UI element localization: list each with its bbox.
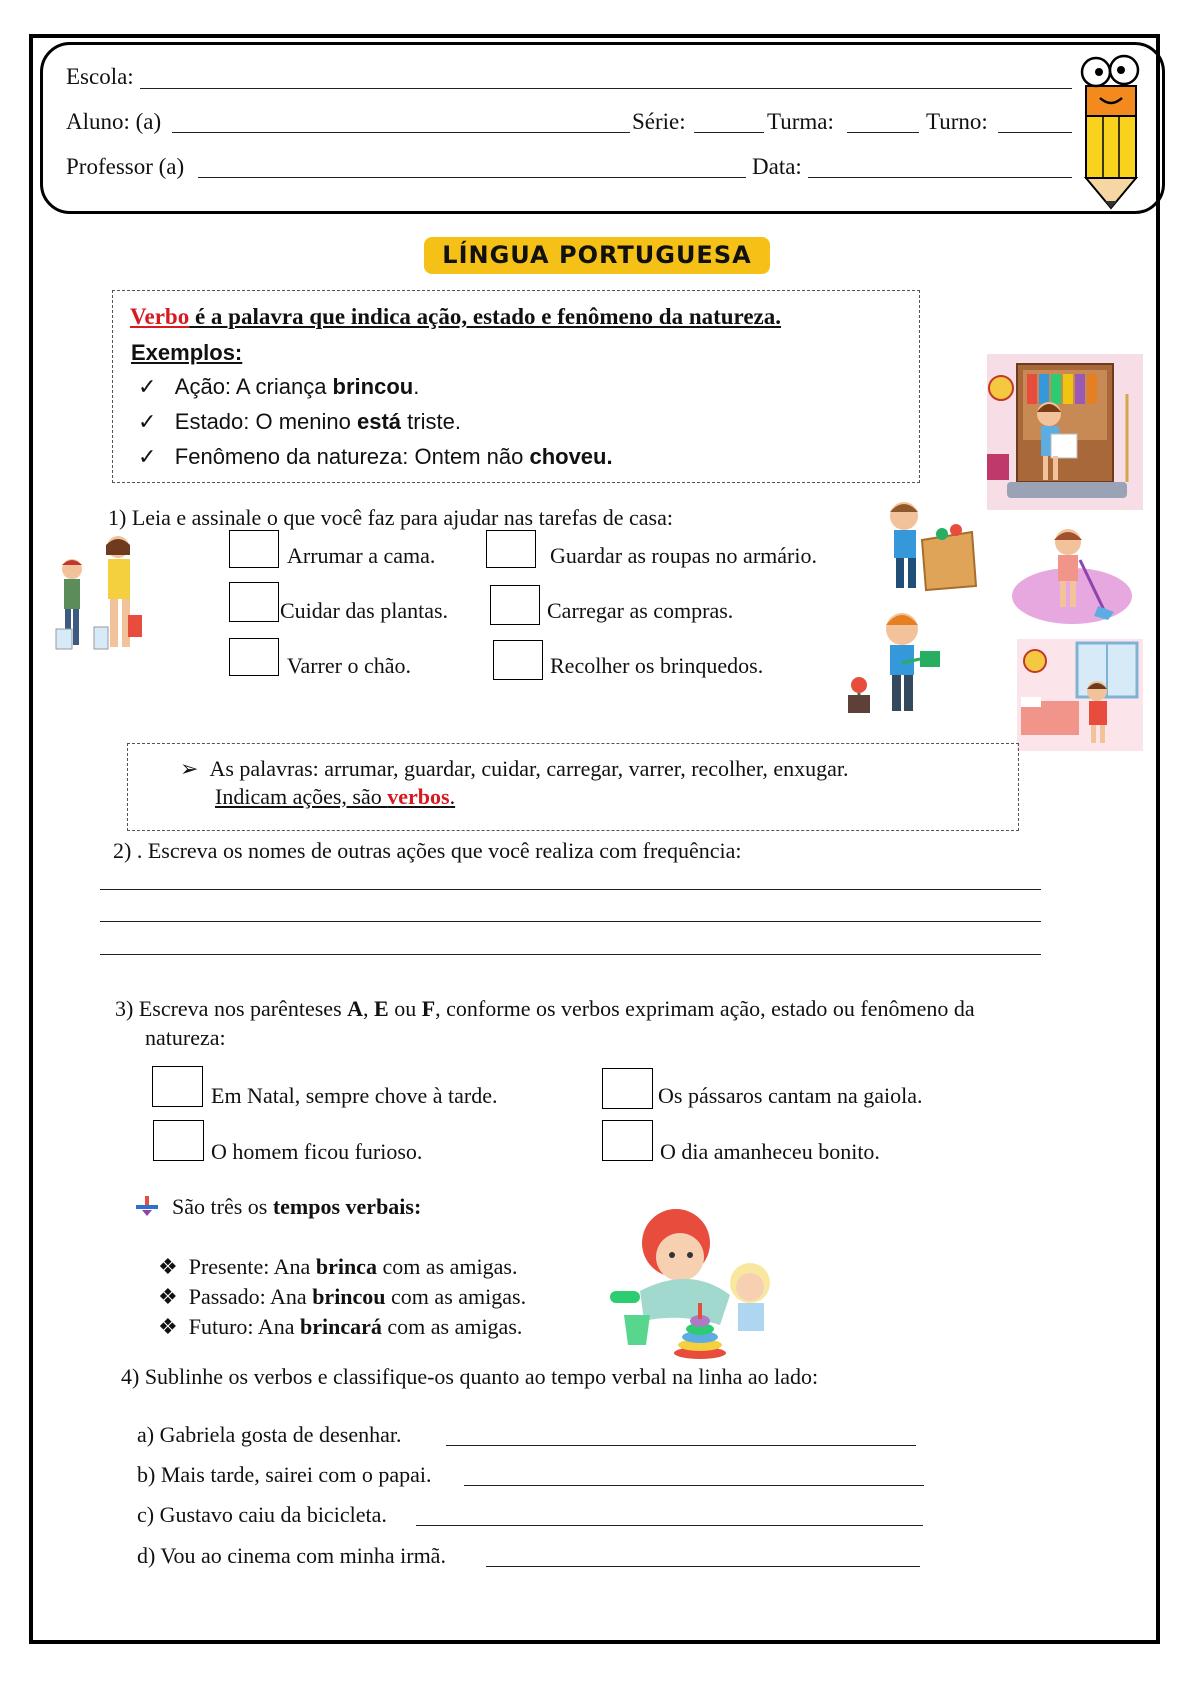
q4-answer-line[interactable] — [416, 1525, 923, 1526]
date-field[interactable] — [808, 177, 1072, 178]
q4-answer-line[interactable] — [486, 1566, 920, 1567]
definition-text — [130, 304, 781, 330]
q4-answer-line[interactable] — [446, 1445, 916, 1446]
q1-option-checkbox[interactable] — [493, 640, 543, 680]
header-box — [40, 42, 1165, 214]
q2-answer-line[interactable] — [100, 889, 1041, 890]
q3-sentence: O dia amanheceu bonito. — [660, 1139, 880, 1164]
wardrobe-girl-illustration-icon — [987, 354, 1143, 510]
q3-prompt: 3) Escreva nos parênteses A, E ou F, conforme os verbos exprimam ação, estado ou fenômeno da — [115, 996, 975, 1021]
q1-option-label: Recolher os brinquedos. — [550, 653, 764, 678]
diamond-bullet-icon: ❖ — [158, 1314, 178, 1339]
q1-option-label: Cuidar das plantas. — [280, 598, 449, 623]
teacher-label: Professor (a) — [66, 154, 185, 179]
arrow-bullet-icon: ➢ — [180, 756, 199, 781]
q1-option-label: Varrer o chão. — [287, 653, 411, 678]
q2-prompt: 2) . Escreva os nomes de outras ações que você realiza com frequência: — [113, 838, 742, 863]
q1-option-checkbox[interactable] — [490, 585, 540, 625]
q1-option-checkbox[interactable] — [229, 582, 279, 622]
q3-sentence: Em Natal, sempre chove à tarde. — [211, 1083, 498, 1108]
tense-item: ❖ Presente: Ana brinca com as amigas. — [158, 1254, 518, 1279]
student-label: Aluno: (a) — [66, 109, 162, 134]
q4-prompt: 4) Sublinhe os verbos e classifique-os quanto ao tempo verbal na linha ao lado: — [121, 1364, 819, 1389]
example-item: ✓ Ação: A criança brincou. — [138, 374, 420, 399]
q3-prompt-continued: natureza: — [145, 1025, 226, 1050]
diamond-bullet-icon: ❖ — [158, 1284, 178, 1309]
q3-answer-box[interactable] — [602, 1068, 653, 1109]
class-label: Turma: — [767, 109, 834, 134]
q3-answer-box[interactable] — [152, 1066, 203, 1107]
pencil-mascot-icon — [1074, 48, 1146, 212]
plus-arrow-bullet-icon — [136, 1196, 158, 1216]
school-field[interactable] — [140, 88, 1072, 89]
grade-label: Série: — [632, 109, 686, 134]
q4-item: b) Mais tarde, sairei com o papai. — [137, 1462, 432, 1487]
q2-answer-line[interactable] — [100, 921, 1041, 922]
tense-item: ❖ Futuro: Ana brincará com as amigas. — [158, 1314, 523, 1339]
check-icon: ✓ — [138, 444, 157, 469]
q1-option-checkbox[interactable] — [229, 638, 279, 676]
q1-prompt: 1) Leia e assinale o que você faz para ajudar nas tarefas de casa: — [108, 505, 673, 530]
shift-label: Turno: — [926, 109, 988, 134]
sweeping-girl-illustration-icon — [1008, 520, 1136, 628]
q3-sentence: O homem ficou furioso. — [211, 1139, 423, 1164]
q3-answer-box[interactable] — [153, 1120, 204, 1161]
tense-item: ❖ Passado: Ana brincou com as amigas. — [158, 1284, 527, 1309]
q4-item: d) Vou ao cinema com minha irmã. — [137, 1543, 446, 1568]
toy-box-boy-illustration-icon — [872, 488, 982, 598]
watering-boy-illustration-icon — [840, 603, 960, 721]
example-item: ✓ Fenômeno da natureza: Ontem não choveu. — [138, 444, 613, 469]
q3-sentence: Os pássaros cantam na gaiola. — [658, 1083, 923, 1108]
tenses-intro: São três os tempos verbais: — [172, 1194, 422, 1219]
q1-option-label: Guardar as roupas no armário. — [550, 543, 817, 568]
student-field[interactable] — [172, 132, 630, 133]
q4-item: c) Gustavo caiu da bicicleta. — [137, 1502, 387, 1527]
examples-label: Exemplos: — [131, 340, 243, 365]
page-title: LÍNGUA PORTUGUESA — [424, 237, 770, 274]
teacher-field[interactable] — [198, 177, 746, 178]
q1-option-label: Arrumar a cama. — [287, 543, 436, 568]
note-line-1: ➢ As palavras: arrumar, guardar, cuidar, carregar, varrer, recolher, enxugar. — [180, 756, 849, 781]
example-item: ✓ Estado: O menino está triste. — [138, 409, 461, 434]
definition-word: Verbo — [130, 304, 190, 329]
note-line-2: Indicam ações, são verbos. — [215, 784, 456, 809]
shift-field[interactable] — [998, 132, 1072, 133]
grade-field[interactable] — [694, 132, 764, 133]
check-icon: ✓ — [138, 374, 157, 399]
q4-answer-line[interactable] — [464, 1485, 924, 1486]
girl-playing-illustration-icon — [600, 1195, 796, 1361]
shopping-family-illustration-icon — [52, 533, 164, 665]
q3-answer-box[interactable] — [602, 1120, 653, 1161]
q1-option-label: Carregar as compras. — [547, 598, 734, 623]
q2-answer-line[interactable] — [100, 954, 1041, 955]
bedroom-girl-illustration-icon — [1017, 639, 1143, 751]
check-icon: ✓ — [138, 409, 157, 434]
school-label: Escola: — [66, 64, 134, 89]
diamond-bullet-icon: ❖ — [158, 1254, 178, 1279]
class-field[interactable] — [847, 132, 919, 133]
date-label: Data: — [752, 154, 802, 179]
q1-option-checkbox[interactable] — [229, 530, 279, 568]
q1-option-checkbox[interactable] — [486, 530, 536, 568]
definition-rest: é a palavra que indica ação, estado e fenômeno da natureza. — [189, 304, 782, 329]
q4-item: a) Gabriela gosta de desenhar. — [137, 1422, 402, 1447]
